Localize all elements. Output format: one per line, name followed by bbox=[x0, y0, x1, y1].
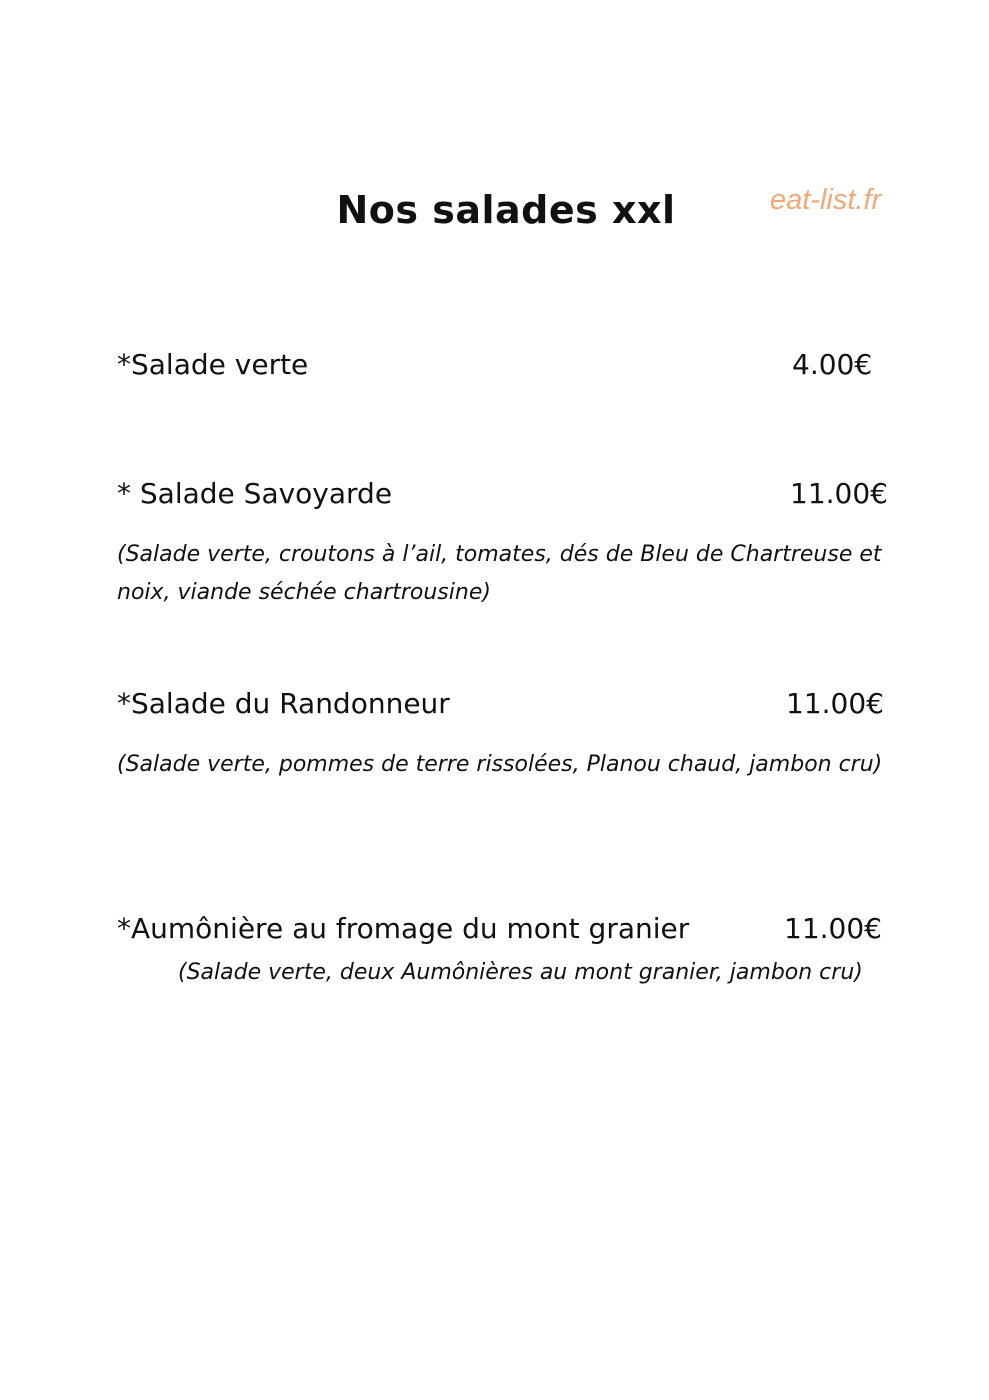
watermark: eat-list.fr bbox=[770, 184, 882, 216]
menu-item-price: 11.00€ bbox=[790, 477, 888, 510]
menu-item-description: (Salade verte, pommes de terre rissolées, Planou chaud, jambon cru) bbox=[117, 752, 883, 777]
menu-item-description: noix, viande séchée chartrousine) bbox=[117, 580, 491, 605]
menu-item-name: *Aumônière au fromage du mont granier bbox=[117, 912, 690, 945]
menu-title: Nos salades xxl bbox=[336, 188, 676, 232]
menu-item-name: *Salade verte bbox=[117, 348, 309, 381]
menu-item-name: *Salade du Randonneur bbox=[117, 687, 450, 720]
menu-item-price: 11.00€ bbox=[786, 687, 884, 720]
menu-item-description: (Salade verte, deux Aumônières au mont granier, jambon cru) bbox=[178, 960, 863, 985]
menu-item-price: 11.00€ bbox=[784, 912, 882, 945]
menu-item-name: * Salade Savoyarde bbox=[117, 477, 393, 510]
menu-item-price: 4.00€ bbox=[792, 348, 873, 381]
menu-item-description: (Salade verte, croutons à l’ail, tomates, dés de Bleu de Chartreuse et bbox=[117, 542, 882, 567]
